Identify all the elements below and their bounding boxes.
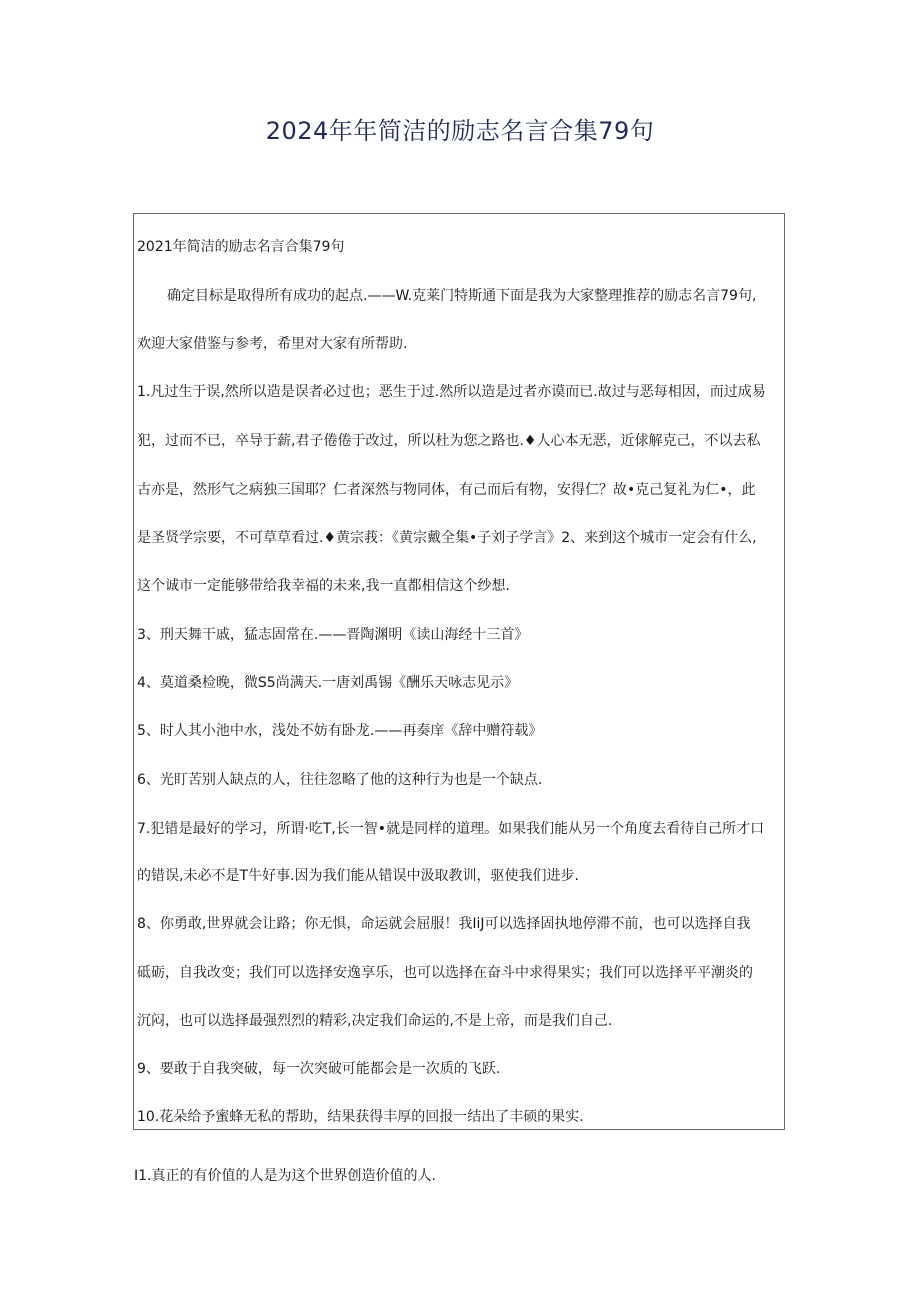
paragraph-line: 砥砺，自我改变；我们可以选择安逸享乐，也可以选择在奋斗中求得果实；我们可以选择平平潮炎的 bbox=[137, 965, 753, 981]
paragraph-line: 9、要敢于自我突破，每一次突破可能都会是一次质的飞跃. bbox=[137, 1061, 501, 1077]
paragraph-line: 5、时人其小池中水，浅处不妨有卧龙.——再奏庠《辞中赠符载》 bbox=[137, 723, 543, 739]
paragraph-line: 3、刑天舞干戚，猛志固常在.——晋陶渊明《读山海经十三首》 bbox=[137, 627, 529, 643]
paragraph-line: 1.凡过生于误,然所以造是误者必过也；恶生于过.然所以造是过者亦谟而已.故过与恶每相因，而过成易 bbox=[137, 384, 766, 400]
paragraph-line: 6、光盯苦别人缺点的人，往往忽略了他的这种行为也是一个缺点. bbox=[137, 772, 543, 788]
paragraph-line: 8、你勇敢,世界就会让路；你无惧，命运就会屈服！我IiJ可以选择固执地停滞不前，也可以选择自我 bbox=[137, 916, 751, 932]
paragraph-line: 犯，过而不已，卒导于薪,君子倦倦于改过，所以杜为您之路也.♦人心本无恶，近俅解克己，不以去私 bbox=[137, 433, 761, 449]
paragraph-line: 确定目标是取得所有成功的起点.——W.克莱门特斯通下面是我为大家整理推荐的励志名言79句, bbox=[167, 288, 757, 304]
box-heading: 2021年简洁的励志名言合集79句 bbox=[137, 239, 345, 255]
paragraph-line: 这个诚市一定能够带给我幸福的未来,我一直都相信这个纱想. bbox=[137, 578, 510, 594]
paragraph-line: 的错误,未必不是T牛好事.因为我们能从错误中汲取教训，驱使我们进步. bbox=[137, 868, 579, 884]
paragraph-line: 古亦是，然形气之病独三国耶？仁者深然与物同体，有己而后有物，安得仁？故•克己复礼为仁•，此 bbox=[137, 482, 756, 498]
document-title: 2024年年简洁的励志名言合集79句 bbox=[265, 117, 655, 145]
paragraph-line: 是圣贤学宗要，不可草草看过.♦黄宗莪：《黄宗戴全集•子刘子学言》2、来到这个城市一定会有什么, bbox=[137, 530, 757, 546]
paragraph-line: 4、莫道桑检晚，微S5尚满天.一唐刘禹锡《酬乐天咏志见示》 bbox=[137, 675, 519, 691]
paragraph-line: 10.花朵给予蜜蜂无私的帮助，结果获得丰厚的回报一结出了丰硕的果实. bbox=[137, 1109, 584, 1125]
content-box bbox=[133, 213, 785, 1130]
paragraph-line: 沉闷，也可以选择最强烈烈的精彩,决定我们命运的,不是上帝，而是我们自己. bbox=[137, 1013, 613, 1029]
paragraph-line: I1.真正的有价值的人是为这个世界创造价值的人. bbox=[134, 1168, 436, 1184]
paragraph-line: 7.犯错是最好的学习，所谓·吃T,长一智•就是同样的道理。如果我们能从另一个角度去看待自己所才口 bbox=[137, 821, 765, 837]
paragraph-line: 欢迎大家借鉴与参考，希里对大家有所帮助. bbox=[137, 336, 408, 352]
